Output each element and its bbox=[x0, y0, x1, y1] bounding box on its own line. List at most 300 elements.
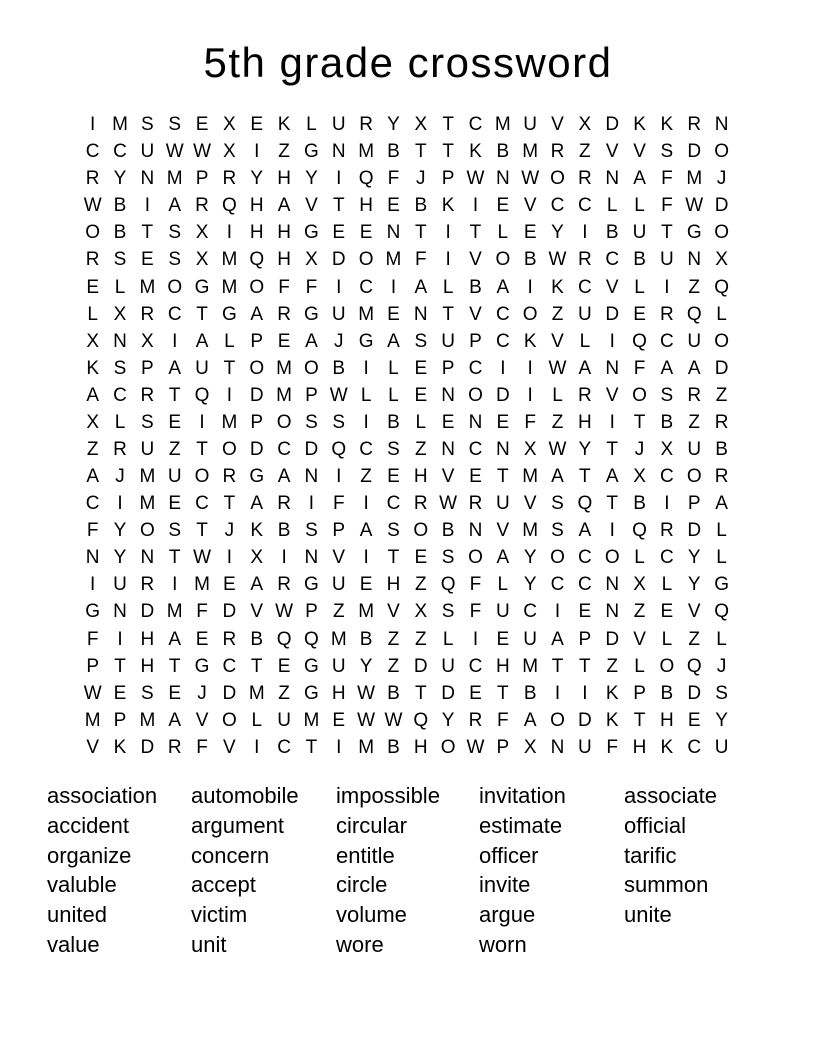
grid-letter: U bbox=[140, 141, 155, 163]
grid-letter: P bbox=[469, 330, 482, 352]
grid-letter: C bbox=[468, 357, 483, 379]
grid-letter: T bbox=[442, 303, 454, 325]
grid-letter: R bbox=[359, 114, 373, 136]
grid-letter: C bbox=[523, 601, 538, 623]
grid-letter: F bbox=[86, 628, 99, 650]
grid-letter: M bbox=[139, 466, 156, 488]
grid-letter: H bbox=[140, 628, 155, 650]
grid-letter: S bbox=[715, 682, 728, 704]
grid-letter: O bbox=[139, 520, 155, 542]
word-list-item: officer bbox=[479, 842, 539, 868]
grid-letter: W bbox=[548, 249, 567, 271]
word-list bbox=[0, 781, 816, 971]
grid-letter: R bbox=[167, 736, 182, 758]
grid-letter: E bbox=[523, 222, 537, 244]
grid-letter: W bbox=[548, 438, 567, 460]
word-list-item: accident bbox=[47, 812, 129, 838]
grid-letter: W bbox=[83, 195, 102, 217]
grid-letter: A bbox=[660, 357, 674, 379]
grid-letter: B bbox=[469, 276, 482, 298]
grid-letter: F bbox=[196, 736, 208, 758]
grid-letter: M bbox=[385, 249, 402, 271]
grid-letter: U bbox=[331, 303, 346, 325]
grid-letter: B bbox=[660, 411, 674, 433]
grid-letter: C bbox=[85, 493, 100, 515]
grid-letter: B bbox=[332, 357, 346, 379]
grid-letter: I bbox=[199, 411, 205, 433]
grid-letter: T bbox=[442, 141, 454, 163]
grid-letter: I bbox=[554, 601, 561, 623]
grid-letter: F bbox=[332, 493, 345, 515]
grid-letter: U bbox=[577, 303, 592, 325]
grid-letter: T bbox=[497, 682, 509, 704]
grid-letter: V bbox=[387, 601, 400, 623]
grid-letter: Z bbox=[414, 438, 427, 460]
word-list-item: association bbox=[47, 783, 158, 808]
grid-letter: D bbox=[222, 601, 237, 623]
grid-letter: N bbox=[550, 736, 565, 758]
grid-letter: I bbox=[363, 357, 369, 379]
grid-letter: C bbox=[550, 574, 565, 596]
grid-letter: D bbox=[605, 114, 620, 136]
grid-letter: V bbox=[523, 195, 537, 217]
grid-letter: I bbox=[390, 276, 397, 298]
grid-letter: N bbox=[468, 520, 483, 542]
grid-letter: V bbox=[633, 628, 646, 650]
grid-letter: U bbox=[113, 574, 127, 596]
grid-letter: T bbox=[551, 655, 564, 677]
grid-letter: J bbox=[334, 330, 344, 352]
grid-letter: S bbox=[113, 357, 127, 379]
word-list-item: value bbox=[47, 931, 100, 957]
grid-letter: T bbox=[387, 547, 400, 569]
grid-letter: O bbox=[550, 547, 565, 569]
grid-letter: G bbox=[194, 655, 210, 677]
grid-letter: F bbox=[469, 574, 482, 596]
grid-letter: N bbox=[304, 466, 319, 488]
grid-letter: U bbox=[687, 438, 702, 460]
grid-letter: H bbox=[140, 655, 155, 677]
grid-letter: R bbox=[687, 384, 702, 406]
grid-letter: E bbox=[496, 411, 510, 433]
grid-letter: E bbox=[496, 195, 510, 217]
grid-letter: X bbox=[523, 736, 537, 758]
grid-letter: D bbox=[140, 736, 155, 758]
grid-letter: P bbox=[578, 628, 592, 650]
grid-letter: I bbox=[226, 222, 233, 244]
word-list-column bbox=[336, 781, 440, 960]
grid-letter: W bbox=[685, 195, 704, 217]
grid-letter: F bbox=[497, 709, 509, 731]
grid-letter: N bbox=[386, 222, 401, 244]
grid-letter: I bbox=[226, 547, 233, 569]
grid-letter: L bbox=[716, 547, 727, 569]
grid-letter: G bbox=[358, 330, 374, 352]
grid-letter: I bbox=[582, 682, 588, 704]
grid-letter: S bbox=[168, 222, 182, 244]
grid-letter: P bbox=[113, 709, 127, 731]
grid-letter: Y bbox=[523, 574, 537, 596]
grid-letter: I bbox=[336, 466, 342, 488]
grid-letter: A bbox=[305, 330, 318, 352]
grid-letter: H bbox=[249, 222, 264, 244]
grid-letter: S bbox=[141, 682, 154, 704]
grid-letter: R bbox=[140, 384, 155, 406]
grid-letter: E bbox=[359, 574, 373, 596]
word-list-item: impossible bbox=[336, 783, 440, 808]
grid-letter: I bbox=[527, 357, 533, 379]
grid-letter: Y bbox=[523, 547, 537, 569]
grid-letter: S bbox=[414, 330, 428, 352]
grid-letter: M bbox=[522, 655, 539, 677]
grid-letter: Z bbox=[414, 574, 427, 596]
grid-letter: R bbox=[550, 141, 565, 163]
grid-letter: X bbox=[715, 249, 728, 271]
grid-letter: L bbox=[634, 547, 645, 569]
grid-letter: V bbox=[223, 736, 236, 758]
grid-letter: V bbox=[605, 276, 619, 298]
grid-letter: G bbox=[249, 466, 265, 488]
grid-letter: E bbox=[277, 655, 291, 677]
grid-letter: I bbox=[254, 736, 260, 758]
grid-letter: R bbox=[277, 574, 291, 596]
grid-letter: A bbox=[496, 547, 510, 569]
grid-letter: W bbox=[548, 357, 567, 379]
grid-letter: C bbox=[660, 330, 674, 352]
grid-letter: J bbox=[634, 438, 645, 460]
grid-letter: I bbox=[527, 276, 533, 298]
grid-letter: C bbox=[577, 574, 592, 596]
grid-letter: M bbox=[166, 601, 183, 623]
grid-letter: G bbox=[304, 655, 319, 677]
grid-letter: I bbox=[445, 249, 451, 271]
grid-letter: E bbox=[86, 276, 100, 298]
grid-letter: C bbox=[386, 493, 401, 515]
grid-letter: Z bbox=[688, 276, 701, 298]
grid-letter: I bbox=[90, 114, 96, 136]
grid-letter: H bbox=[495, 655, 510, 677]
grid-letter: B bbox=[633, 249, 646, 271]
grid-letter: S bbox=[305, 411, 318, 433]
grid-letter: B bbox=[523, 249, 537, 271]
grid-letter: K bbox=[86, 357, 100, 379]
grid-letter: M bbox=[139, 493, 156, 515]
grid-letter: M bbox=[686, 168, 703, 190]
grid-letter: U bbox=[441, 655, 455, 677]
grid-letter: I bbox=[664, 493, 670, 515]
word-list-column bbox=[47, 781, 157, 960]
grid-letter: E bbox=[469, 466, 482, 488]
grid-letter: V bbox=[605, 384, 619, 406]
grid-letter: C bbox=[605, 249, 620, 271]
grid-letter: U bbox=[523, 628, 538, 650]
grid-letter: Y bbox=[578, 438, 592, 460]
grid-letter: K bbox=[113, 736, 127, 758]
grid-letter: Q bbox=[686, 303, 702, 325]
word-list-item: unit bbox=[191, 931, 227, 957]
grid-letter: V bbox=[605, 141, 619, 163]
grid-letter: C bbox=[660, 466, 674, 488]
grid-letter: A bbox=[277, 466, 291, 488]
grid-letter: P bbox=[496, 736, 510, 758]
word-list-item: argument bbox=[191, 812, 284, 838]
word-list-column bbox=[624, 781, 717, 930]
grid-letter: C bbox=[687, 736, 702, 758]
grid-letter: Z bbox=[332, 601, 345, 623]
grid-letter: S bbox=[387, 438, 400, 460]
grid-letter: L bbox=[114, 411, 126, 433]
grid-letter: A bbox=[523, 709, 537, 731]
grid-letter: F bbox=[305, 276, 318, 298]
grid-letter: R bbox=[222, 168, 237, 190]
grid-letter: N bbox=[441, 384, 455, 406]
grid-letter: E bbox=[578, 601, 592, 623]
grid-letter: L bbox=[497, 574, 509, 596]
grid-letter: X bbox=[523, 438, 537, 460]
grid-letter: C bbox=[577, 195, 592, 217]
grid-letter: W bbox=[165, 141, 184, 163]
grid-letter: I bbox=[336, 168, 342, 190]
grid-letter: L bbox=[442, 276, 454, 298]
grid-letter: Y bbox=[687, 547, 701, 569]
grid-letter: J bbox=[197, 682, 207, 704]
grid-letter: E bbox=[387, 303, 400, 325]
grid-letter: P bbox=[250, 330, 264, 352]
grid-letter: I bbox=[117, 493, 123, 515]
grid-letter: H bbox=[660, 709, 674, 731]
grid-letter: N bbox=[605, 357, 620, 379]
grid-letter: V bbox=[441, 466, 455, 488]
grid-letter: V bbox=[86, 736, 100, 758]
word-list-item: invite bbox=[479, 872, 531, 898]
grid-letter: F bbox=[278, 276, 290, 298]
grid-letter: T bbox=[168, 547, 181, 569]
grid-letter: Z bbox=[579, 141, 591, 163]
grid-letter: N bbox=[495, 438, 510, 460]
grid-letter: R bbox=[577, 384, 592, 406]
grid-letter: O bbox=[495, 249, 511, 271]
grid-letter: G bbox=[304, 682, 319, 704]
grid-letter: A bbox=[496, 276, 510, 298]
grid-letter: E bbox=[141, 249, 154, 271]
grid-letter: C bbox=[277, 736, 291, 758]
grid-letter: V bbox=[469, 303, 482, 325]
grid-letter: I bbox=[609, 411, 615, 433]
grid-letter: Z bbox=[715, 384, 728, 406]
grid-letter: Z bbox=[606, 655, 618, 677]
grid-letter: C bbox=[113, 384, 127, 406]
grid-letter: I bbox=[554, 682, 561, 704]
grid-letter: G bbox=[222, 303, 237, 325]
grid-letter: T bbox=[196, 438, 208, 460]
grid-letter: K bbox=[277, 114, 291, 136]
grid-letter: O bbox=[222, 709, 237, 731]
grid-letter: S bbox=[387, 520, 400, 542]
grid-letter: N bbox=[113, 330, 127, 352]
grid-letter: L bbox=[415, 411, 427, 433]
grid-letter: F bbox=[196, 601, 208, 623]
grid-letter: A bbox=[687, 357, 701, 379]
grid-letter: A bbox=[168, 195, 182, 217]
grid-letter: D bbox=[495, 384, 510, 406]
grid-letter: E bbox=[277, 330, 291, 352]
grid-letter: O bbox=[468, 384, 483, 406]
grid-letter: I bbox=[664, 276, 670, 298]
grid-letter: S bbox=[441, 547, 455, 569]
grid-letter: T bbox=[414, 682, 427, 704]
grid-letter: P bbox=[633, 682, 646, 704]
grid-letter: D bbox=[140, 601, 155, 623]
grid-letter: C bbox=[495, 303, 510, 325]
grid-letter: X bbox=[86, 330, 100, 352]
grid-letter: E bbox=[223, 574, 236, 596]
grid-letter: Q bbox=[632, 330, 647, 352]
word-list-item: argue bbox=[479, 902, 536, 928]
grid-letter: E bbox=[332, 222, 346, 244]
grid-letter: T bbox=[414, 222, 427, 244]
grid-letter: T bbox=[114, 655, 126, 677]
grid-letter: M bbox=[84, 709, 101, 731]
grid-letter: O bbox=[304, 357, 319, 379]
grid-letter: X bbox=[250, 547, 264, 569]
grid-letter: T bbox=[606, 438, 618, 460]
grid-letter: I bbox=[172, 574, 178, 596]
grid-letter: M bbox=[358, 601, 375, 623]
grid-letter: S bbox=[168, 520, 182, 542]
grid-letter: E bbox=[387, 195, 400, 217]
grid-letter: J bbox=[416, 168, 426, 190]
grid-letter: D bbox=[687, 141, 702, 163]
grid-letter: J bbox=[716, 655, 727, 677]
grid-letter: Q bbox=[358, 168, 374, 190]
grid-letter: B bbox=[414, 195, 428, 217]
grid-letter: H bbox=[277, 222, 291, 244]
grid-letter: O bbox=[276, 411, 292, 433]
grid-letter: N bbox=[140, 547, 155, 569]
grid-letter: N bbox=[468, 411, 483, 433]
grid-letter: K bbox=[523, 330, 537, 352]
grid-letter: A bbox=[578, 357, 592, 379]
grid-letter: Y bbox=[113, 547, 127, 569]
grid-letter: Q bbox=[714, 276, 729, 298]
grid-letter: M bbox=[221, 276, 238, 298]
grid-letter: C bbox=[468, 438, 483, 460]
grid-letter: D bbox=[605, 303, 620, 325]
grid-letter: F bbox=[633, 357, 646, 379]
grid-letter: O bbox=[714, 222, 729, 244]
grid-letter: Z bbox=[168, 438, 181, 460]
grid-letter: W bbox=[329, 384, 348, 406]
grid-letter: H bbox=[386, 574, 401, 596]
grid-letter: O bbox=[440, 736, 456, 758]
grid-letter: O bbox=[686, 466, 702, 488]
grid-letter: S bbox=[551, 520, 564, 542]
grid-letter: L bbox=[606, 195, 618, 217]
grid-letter: S bbox=[113, 249, 127, 271]
grid-letter: B bbox=[250, 628, 264, 650]
grid-letter: M bbox=[494, 114, 511, 136]
grid-letter: A bbox=[168, 709, 182, 731]
grid-letter: L bbox=[388, 357, 399, 379]
grid-letter: E bbox=[195, 628, 209, 650]
grid-letter: O bbox=[167, 276, 183, 298]
grid-letter: O bbox=[249, 276, 265, 298]
grid-letter: L bbox=[87, 303, 98, 325]
grid-letter: R bbox=[714, 411, 729, 433]
grid-letter: I bbox=[254, 141, 260, 163]
grid-letter: R bbox=[222, 466, 237, 488]
grid-letter: L bbox=[114, 276, 126, 298]
grid-letter: I bbox=[90, 574, 96, 596]
grid-letter: R bbox=[277, 303, 291, 325]
word-list-item: concern bbox=[191, 842, 270, 868]
grid-letter: O bbox=[550, 168, 565, 190]
grid-letter: M bbox=[358, 736, 375, 758]
grid-letter: K bbox=[441, 195, 455, 217]
grid-letter: D bbox=[687, 682, 702, 704]
word-list-item: victim bbox=[191, 902, 248, 928]
grid-letter: R bbox=[687, 114, 702, 136]
grid-letter: I bbox=[117, 628, 123, 650]
grid-letter: T bbox=[196, 303, 208, 325]
grid-letter: H bbox=[249, 195, 264, 217]
grid-letter: Q bbox=[249, 249, 265, 271]
grid-letter: H bbox=[359, 195, 373, 217]
grid-letter: U bbox=[523, 114, 538, 136]
grid-letter: X bbox=[223, 114, 236, 136]
grid-letter: M bbox=[330, 628, 347, 650]
grid-letter: K bbox=[469, 141, 482, 163]
grid-letter: Y bbox=[551, 222, 564, 244]
grid-letter: O bbox=[413, 520, 429, 542]
grid-letter: Y bbox=[441, 709, 455, 731]
grid-letter: U bbox=[167, 466, 182, 488]
grid-letter: Y bbox=[359, 655, 373, 677]
grid-letter: W bbox=[193, 547, 212, 569]
grid-letter: A bbox=[551, 466, 564, 488]
grid-letter: T bbox=[579, 655, 591, 677]
grid-letter: I bbox=[172, 330, 178, 352]
grid-letter: L bbox=[442, 628, 454, 650]
grid-letter: X bbox=[141, 330, 154, 352]
grid-letter: B bbox=[605, 222, 619, 244]
grid-letter: E bbox=[113, 682, 127, 704]
grid-letter: O bbox=[468, 547, 483, 569]
grid-letter: Z bbox=[360, 466, 372, 488]
grid-letter: D bbox=[441, 682, 455, 704]
grid-letter: K bbox=[660, 736, 674, 758]
grid-letter: X bbox=[633, 466, 646, 488]
grid-letter: X bbox=[578, 114, 592, 136]
grid-letter: E bbox=[332, 709, 346, 731]
word-list-item: unite bbox=[624, 902, 672, 928]
word-list-item: organize bbox=[47, 842, 132, 868]
grid-letter: I bbox=[281, 547, 287, 569]
grid-letter: C bbox=[660, 547, 674, 569]
grid-letter: L bbox=[306, 114, 317, 136]
grid-letter: U bbox=[687, 330, 702, 352]
grid-letter: U bbox=[195, 357, 209, 379]
grid-letter: Y bbox=[715, 709, 728, 731]
grid-letter: K bbox=[250, 520, 264, 542]
grid-letter: I bbox=[336, 736, 342, 758]
grid-letter: X bbox=[305, 249, 318, 271]
grid-letter: A bbox=[250, 574, 264, 596]
grid-letter: R bbox=[85, 168, 100, 190]
grid-letter: Z bbox=[86, 438, 99, 460]
grid-letter: H bbox=[277, 249, 291, 271]
word-list-column bbox=[479, 781, 566, 960]
